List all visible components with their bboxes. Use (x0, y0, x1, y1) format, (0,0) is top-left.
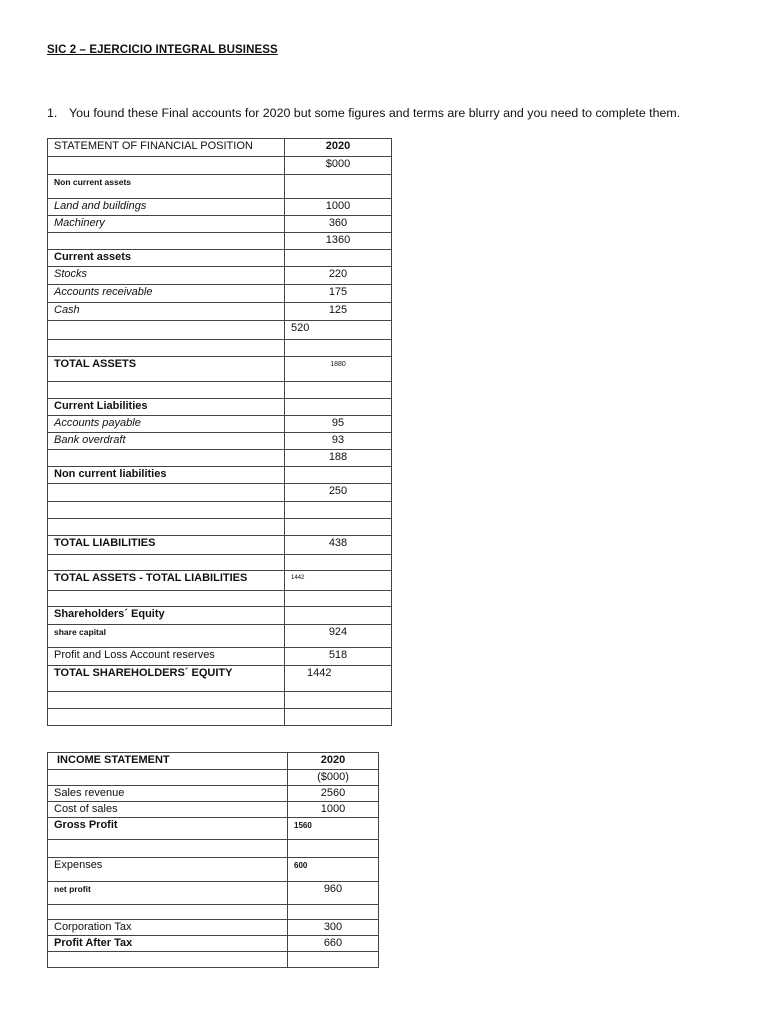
table-row (48, 357, 392, 382)
land-value: 1000 (285, 199, 392, 216)
table-row (48, 952, 379, 968)
instruction-text: You found these Final accounts for 2020 but some figures and terms are blurry and you need to complete them. (69, 106, 681, 120)
total-assets-value: 1880 (285, 357, 392, 382)
table-row (48, 858, 379, 882)
table-row (48, 786, 379, 802)
table-row (48, 920, 379, 936)
expenses-label: Expenses (48, 858, 288, 882)
table-row (48, 519, 392, 536)
machinery-value: 360 (285, 216, 392, 233)
non-current-liabilities-value: 250 (285, 484, 392, 502)
table-row (48, 267, 392, 285)
gross-profit-value: 1560 (288, 818, 379, 840)
revenue-value: 2560 (288, 786, 379, 802)
expenses-value: 600 (288, 858, 379, 882)
total-assets-label: TOTAL ASSETS (48, 357, 285, 382)
revenue-label: Sales revenue (48, 786, 288, 802)
cash-label: Cash (48, 303, 285, 321)
table-row (48, 936, 379, 952)
current-liabilities-heading: Current Liabilities (48, 399, 285, 416)
gross-profit-label: Gross Profit (48, 818, 288, 840)
table-row (48, 157, 392, 175)
total-equity-label: TOTAL SHAREHOLDERS´ EQUITY (48, 666, 285, 692)
corporation-tax-value: 300 (288, 920, 379, 936)
table-row (48, 555, 392, 571)
share-capital-value: 924 (285, 625, 392, 648)
overdraft-label: Bank overdraft (48, 433, 285, 450)
document-title: SIC 2 – EJERCICIO INTEGRAL BUSINESS (47, 44, 278, 56)
land-label: Land and buildings (48, 199, 285, 216)
net-profit-value: 960 (288, 882, 379, 905)
stocks-label: Stocks (48, 267, 285, 285)
share-capital-label: share capital (48, 625, 285, 648)
table-row (48, 216, 392, 233)
receivable-label: Accounts receivable (48, 285, 285, 303)
current-assets-heading: Current assets (48, 250, 285, 267)
total-liabilities-label: TOTAL LIABILITIES (48, 536, 285, 555)
total-equity-value: 1442 (285, 666, 392, 692)
income-title: INCOME STATEMENT (48, 753, 288, 770)
net-assets-value: 1442 (285, 571, 392, 591)
payable-label: Accounts payable (48, 416, 285, 433)
net-assets-label: TOTAL ASSETS - TOTAL LIABILITIES (48, 571, 285, 591)
table-row (48, 818, 379, 840)
receivable-value: 175 (285, 285, 392, 303)
machinery-label: Machinery (48, 216, 285, 233)
table-row (48, 666, 392, 692)
table-row (48, 450, 392, 467)
table-row (48, 303, 392, 321)
table-row (48, 802, 379, 818)
table-row (48, 340, 392, 357)
current-assets-total: 520 (285, 321, 392, 340)
table-row (48, 753, 379, 770)
table-row (48, 199, 392, 216)
table-row (48, 709, 392, 726)
table-row (48, 175, 392, 199)
table-row (48, 905, 379, 920)
income-unit: ($000) (288, 770, 379, 786)
table-row (48, 285, 392, 303)
income-statement-table (47, 752, 379, 968)
table-row (48, 648, 392, 666)
profit-after-tax-label: Profit After Tax (48, 936, 288, 952)
table-row (48, 692, 392, 709)
payable-value: 95 (285, 416, 392, 433)
income-year: 2020 (288, 753, 379, 770)
instruction-number: 1. (47, 106, 58, 120)
table-row (48, 433, 392, 450)
table-row (48, 536, 392, 555)
table-row (48, 625, 392, 648)
overdraft-value: 93 (285, 433, 392, 450)
sfp-year: 2020 (285, 139, 392, 157)
table-row (48, 607, 392, 625)
table-row (48, 399, 392, 416)
table-row (48, 502, 392, 519)
table-row (48, 139, 392, 157)
cost-of-sales-label: Cost of sales (48, 802, 288, 818)
reserves-label: Profit and Loss Account reserves (48, 648, 285, 666)
instruction (47, 106, 680, 120)
equity-heading: Shareholders´ Equity (48, 607, 285, 625)
table-row (48, 250, 392, 267)
table-row (48, 571, 392, 591)
table-row (48, 882, 379, 905)
sfp-title: STATEMENT OF FINANCIAL POSITION (48, 139, 285, 157)
total-liabilities-value: 438 (285, 536, 392, 555)
statement-of-financial-position-table (47, 138, 392, 726)
current-liabilities-total: 188 (285, 450, 392, 467)
cost-of-sales-value: 1000 (288, 802, 379, 818)
table-row (48, 382, 392, 399)
table-row (48, 770, 379, 786)
table-row (48, 233, 392, 250)
profit-after-tax-value: 660 (288, 936, 379, 952)
reserves-value: 518 (285, 648, 392, 666)
table-row (48, 840, 379, 858)
non-current-liabilities-heading: Non current liabilities (48, 467, 285, 484)
net-profit-label: net profit (48, 882, 288, 905)
table-row (48, 416, 392, 433)
non-current-assets-heading: Non current assets (48, 175, 285, 199)
table-row (48, 467, 392, 484)
non-current-assets-total: 1360 (285, 233, 392, 250)
corporation-tax-label: Corporation Tax (48, 920, 288, 936)
stocks-value: 220 (285, 267, 392, 285)
table-row (48, 321, 392, 340)
table-row (48, 591, 392, 607)
table-row (48, 484, 392, 502)
cash-value: 125 (285, 303, 392, 321)
sfp-unit: $000 (285, 157, 392, 175)
